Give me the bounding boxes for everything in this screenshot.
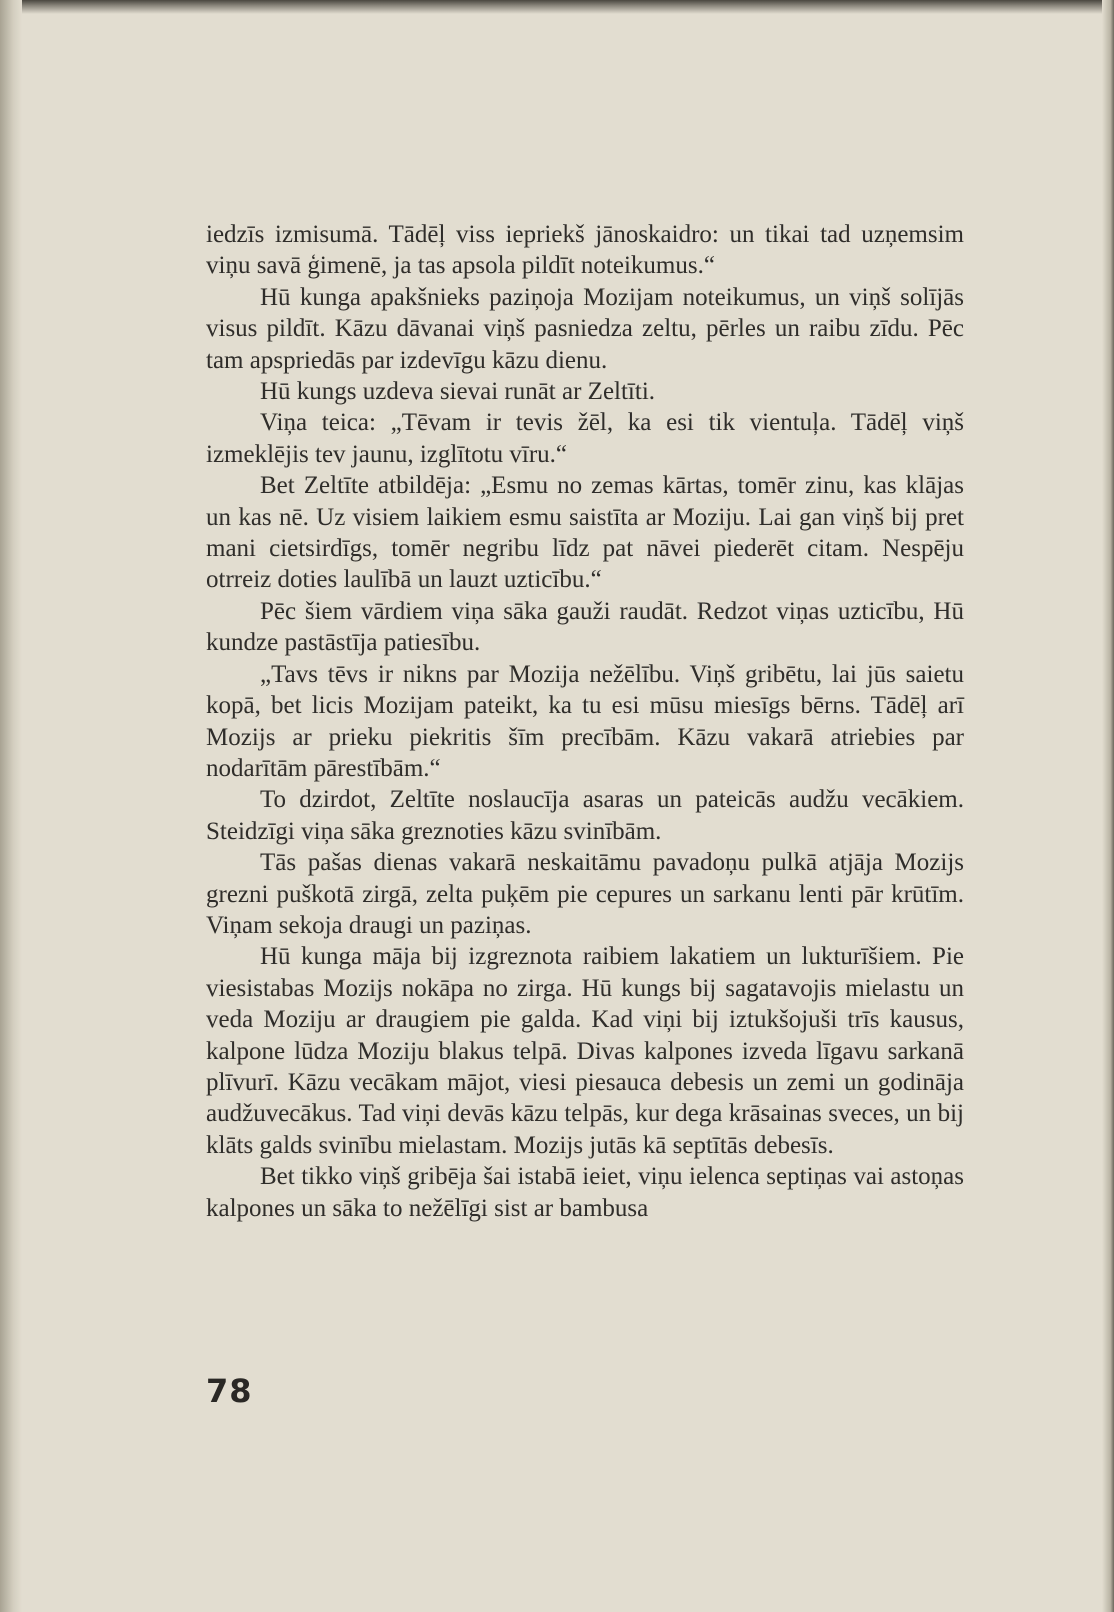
page-right-edge	[1102, 0, 1114, 1612]
paragraph: Viņa teica: „Tēvam ir tevis žēl, ka esi tik vientuļa. Tādēļ viņš izmeklējis tev jaunu, izglītotu vīru.“	[206, 409, 964, 468]
paragraph: Hū kungs uzdeva sievai runāt ar Zeltīti.	[260, 378, 656, 406]
paragraph: To dzirdot, Zeltīte noslaucīja asaras un pateicās audžu vecākiem. Steidzīgi viņa sāka greznoties kāzu svinībām.	[206, 786, 964, 845]
body-text	[206, 219, 964, 1224]
paragraph: Bet tikko viņš gribēja šai istabā ieiet, viņu ielenca septiņas vai astoņas kalpones un sāka to nežēlīgi sist ar bambusa	[206, 1163, 964, 1222]
paragraph-continued: iedzīs izmisumā. Tādēļ viss iepriekš jānoskaidro: un tikai tad uzņemsim viņu savā ģimenē, ja tas apsola pildīt noteikumus.“	[206, 221, 964, 280]
paragraph: Pēc šiem vārdiem viņa sāka gauži raudāt. Redzot viņas uzticību, Hū kundze pastāstīja patiesību.	[206, 597, 964, 657]
page-number: 78	[206, 1372, 253, 1410]
paragraph: „Tavs tēvs ir nikns par Mozija nežēlību. Viņš gribētu, lai jūs saietu kopā, bet licis Mozijam pateikt, ka tu esi mūsu miesīgs bērns. Tādēļ arī Mozijs ar prieku piekritis šīm precībām. Kāzu vakarā atriebies par nodarītām pārestībām.“	[206, 660, 964, 782]
page-binding-edge	[0, 0, 22, 1612]
paragraph: Hū kunga apakšnieks paziņoja Mozijam noteikumus, un viņš solījās visus pildīt. Kāzu dāvanai viņš pasniedza zeltu, pērles un raibu zīdu. Pēc tam apspriedās par izdevīgu kāzu dienu.	[206, 283, 964, 374]
paragraph: Tās pašas dienas vakarā neskaitāmu pavadoņu pulkā atjāja Mozijs grezni puškotā zirgā, zelta puķēm pie cepures un sarkanu lenti pār krūtīm. Viņam sekoja draugi un paziņas.	[206, 849, 964, 939]
paragraph: Bet Zeltīte atbildēja: „Esmu no zemas kārtas, tomēr zinu, kas klājas un kas nē. Uz visiem laikiem esmu saistīta ar Moziju. Lai gan viņš bij pret mani cietsirdīgs, tomēr negribu līdz pat nāvei piederēt citam. Nespēju otrreiz doties laulībā un lauzt uzticību.“	[206, 472, 964, 594]
page-top-edge	[0, 0, 1114, 14]
paragraph: Hū kunga māja bij izgreznota raibiem lakatiem un lukturīšiem. Pie viesistabas Mozijs nokāpa no zirga. Hū kungs bij sagatavojis mielastu un veda Moziju ar draugiem pie galda. Kad viņi bij iztukšojuši trīs kausus, kalpone lūdza Moziju blakus telpā. Divas kalpones izveda līgavu sarkanā plīvurī. Kāzu vecākam mājot, viesi piesauca debesis un zemi un godināja audžuvecākus. Tad viņi devās kāzu telpās, kur dega krāsainas sveces, un bij klāts galds svinību mielastam. Mozijs jutās kā septītās debesīs.	[206, 943, 964, 1159]
